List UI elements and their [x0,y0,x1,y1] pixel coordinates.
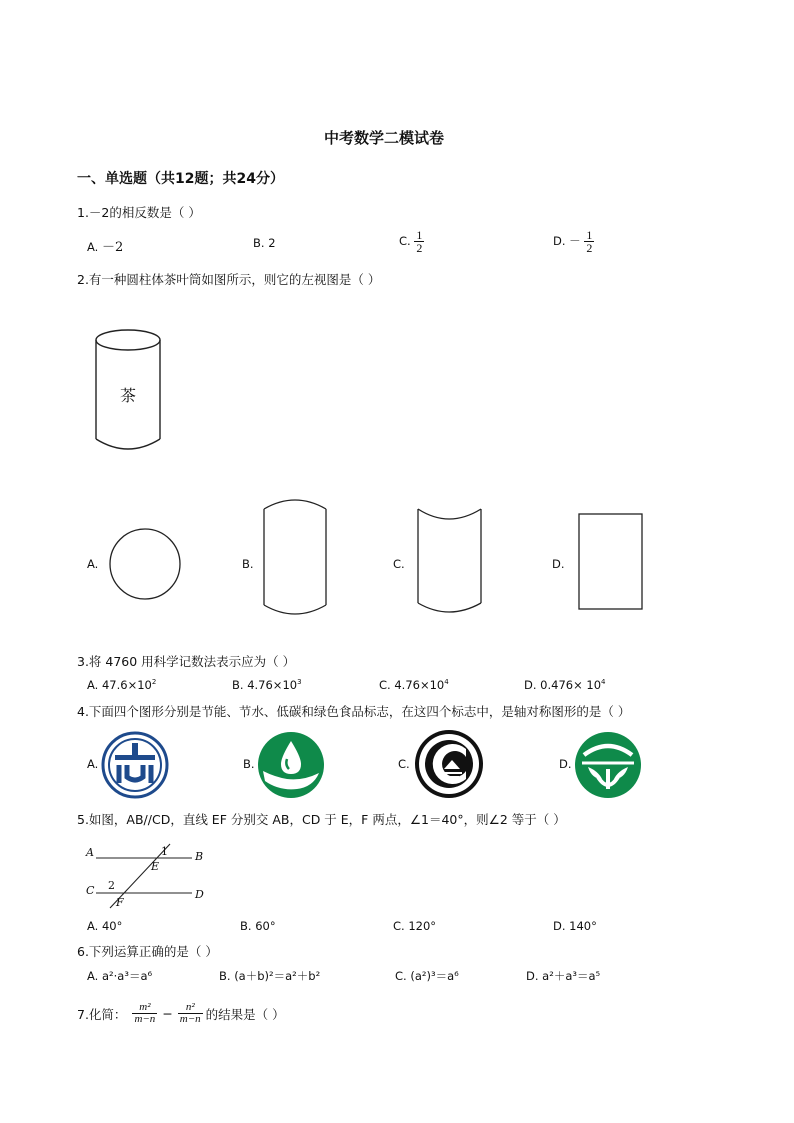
point-label-f: F [116,896,124,909]
q5-option-a: A. 40° [87,919,123,933]
angle-label-2: 2 [108,879,115,892]
q1-option-b [253,236,276,250]
q5-option-d: D. 140° [553,919,597,933]
option-text: B. 4.76×10 [232,678,298,692]
point-label-a: A [86,846,94,859]
option-label: D. [553,234,566,248]
denominator: 2 [586,241,593,255]
option-d-rectangle [578,513,644,611]
option-label: B. [253,236,265,250]
q6-option-c: C. (a²)³＝a⁶ [395,969,459,983]
q6-option-a: A. a²·a³＝a⁶ [87,969,153,983]
q5-option-c: C. 120° [393,919,437,933]
q7-prefix: 7.化简： [77,1006,127,1022]
denominator: m−n [134,1013,156,1025]
tea-character: 茶 [120,386,137,405]
question-4-stem: 4.下面四个图形分别是节能、节水、低碳和绿色食品标志，在这四个标志中，是轴对称图形的是（ ） [77,704,631,719]
minus-sign: － [569,234,581,248]
angle-label-1: 1 [161,845,168,858]
question-2-stem: 2.有一种圆柱体茶叶筒如图所示，则它的左视图是（ ） [77,272,381,287]
point-label-b: B [195,850,204,863]
low-carbon-logo-icon [414,729,484,799]
question-7-stem [77,1002,285,1025]
question-3-stem: 3.将 4760 用科学记数法表示应为（ ） [77,654,296,669]
q4-option-b-label: B. [243,757,255,771]
q4-option-c-label: C. [398,757,410,771]
q2-option-d-label: D. [552,557,565,571]
exponent: 4 [601,678,606,687]
section-heading: 一、单选题（共12题；共24分） [77,171,284,187]
point-label-c: C [86,884,95,897]
q2-option-a-label: A. [87,557,99,571]
option-label: A. [87,240,99,254]
q2-option-b-label: B. [242,557,254,571]
q3-option-d [524,678,605,692]
q3-option-b [232,678,302,692]
fraction-m-squared [132,1002,157,1025]
energy-saving-logo-icon [101,731,169,799]
green-food-logo-icon [574,731,642,799]
q3-option-c [379,678,449,692]
numerator: m² [132,1002,157,1014]
exponent: 3 [297,678,302,687]
q2-option-c-label: C. [393,557,405,571]
q3-option-a [87,678,156,692]
question-6-stem: 6.下列运算正确的是（ ） [77,944,218,959]
q7-suffix: 的结果是（ ） [205,1006,285,1022]
q4-option-a-label: A. [87,757,99,771]
option-label: C. [399,234,411,248]
option-a-circle [109,528,181,600]
denominator: 2 [416,241,423,255]
option-value: －2 [101,240,124,255]
question-1-stem: 1.－2的相反数是（ ） [77,205,201,220]
numerator: 1 [586,228,593,242]
q4-option-d-label: D. [559,757,572,771]
numerator: n² [178,1002,203,1014]
exponent: 4 [444,678,449,687]
page-title: 中考数学二模试卷 [324,129,445,147]
option-text: A. 47.6×10 [87,678,152,692]
water-saving-logo-icon [257,731,325,799]
q6-option-b: B. (a＋b)²＝a²＋b² [219,969,321,983]
fraction [414,229,424,254]
option-text: D. 0.476× 10 [524,678,602,692]
point-label-e: E [151,860,160,873]
option-c-cylinder [417,507,483,617]
numerator: 1 [416,228,423,242]
q1-option-c [399,229,424,254]
q1-option-d [553,229,594,254]
fraction-n-squared [178,1002,203,1025]
option-value: 2 [268,236,276,250]
denominator: m−n [179,1013,201,1025]
q5-option-b: B. 60° [240,919,276,933]
exponent: 2 [151,678,157,687]
q6-option-d: D. a²＋a³＝a⁵ [526,969,601,983]
fraction [584,229,594,254]
option-text: C. 4.76×10 [379,678,445,692]
point-label-d: D [195,888,204,901]
q1-option-a [87,236,123,255]
question-5-stem: 5.如图，AB//CD，直线 EF 分别交 AB，CD 于 E，F 两点，∠1＝40°，则∠2 等于（ ） [77,812,566,827]
minus-sign: − [162,1006,173,1021]
option-b-cylinder [263,497,328,619]
